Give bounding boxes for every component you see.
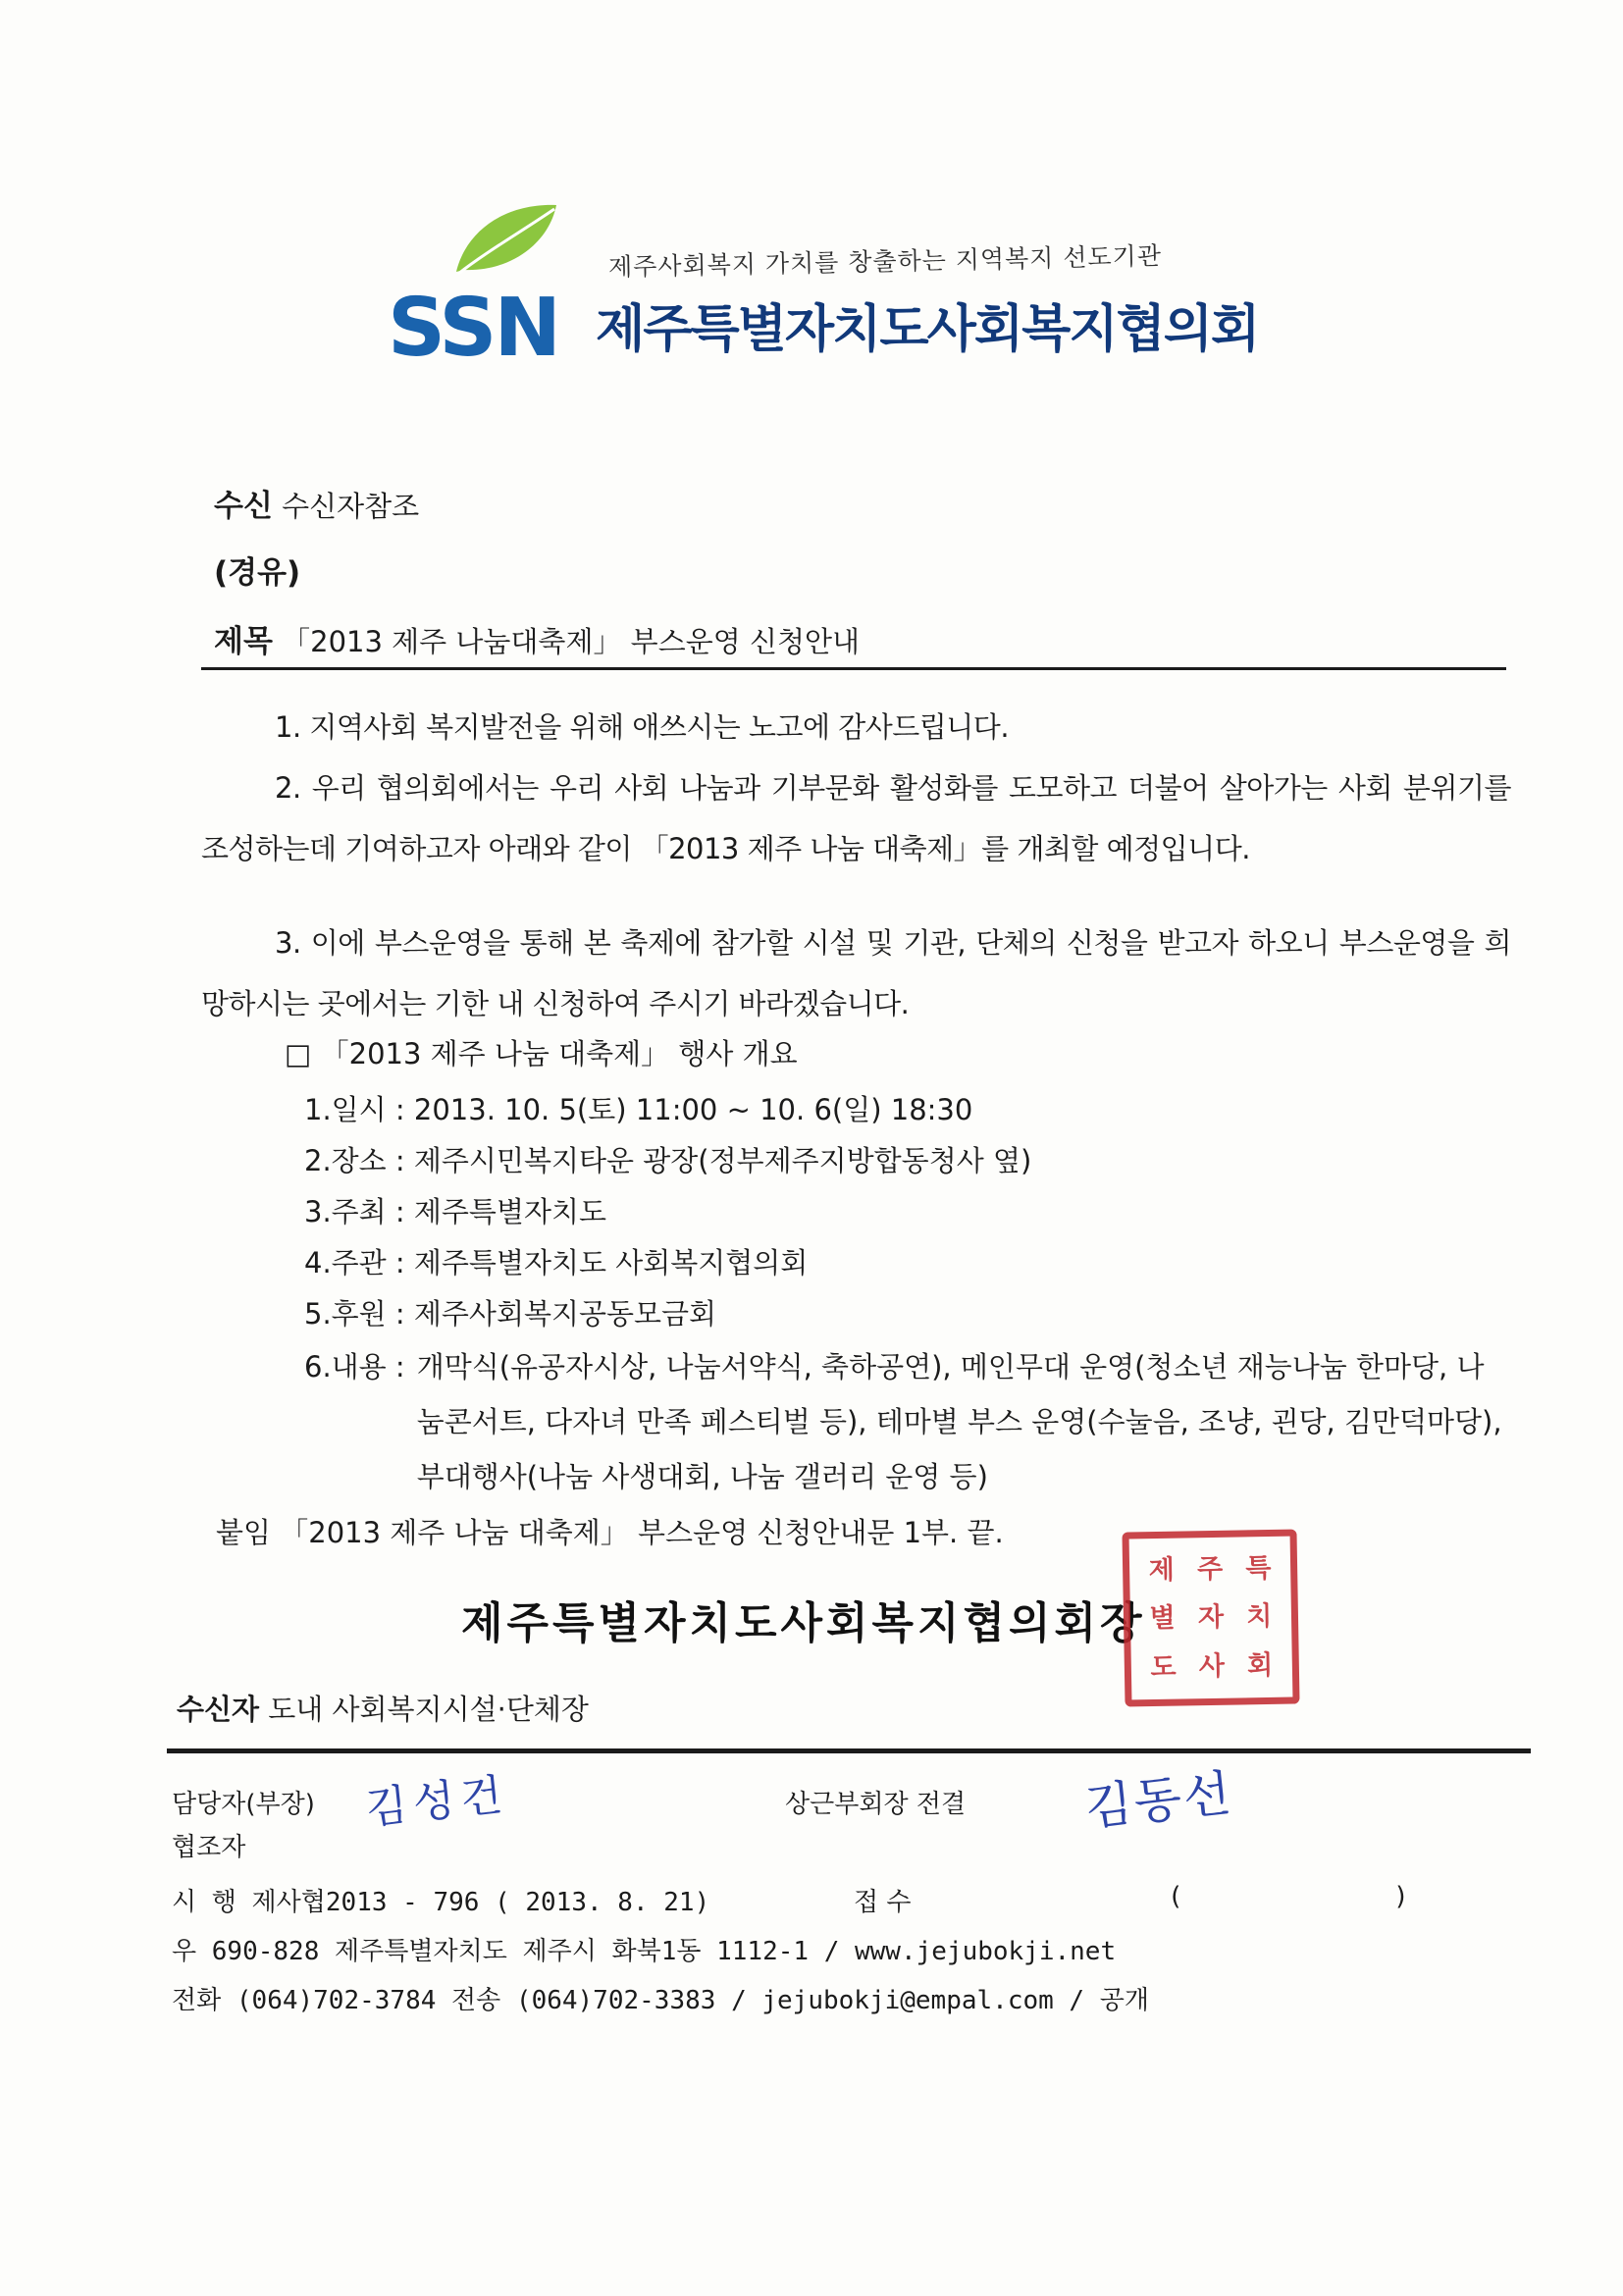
overview-item-4-num: 5.후원 : <box>304 1297 405 1331</box>
footer-address: 우 690-828 제주특별자치도 제주시 화북1동 1112-1 / www.jejubokji.net <box>172 1937 1117 1966</box>
list-item <box>304 1135 1511 1186</box>
list-item <box>304 1288 1511 1339</box>
field-recipient-label: 수신 <box>214 489 273 524</box>
overview-item-2-text: 제주특별자치도 <box>413 1195 607 1228</box>
seal-char-3: 별 <box>1149 1603 1176 1635</box>
list-item <box>304 1339 1511 1504</box>
list-item <box>304 1237 1511 1288</box>
footer-approver: 상근부회장 전결 <box>785 1790 967 1819</box>
overview-heading: □ 「2013 제주 나눔 대축제」 행사 개요 <box>285 1037 798 1070</box>
seal-char-4: 자 <box>1197 1602 1225 1634</box>
seal-char-2: 특 <box>1245 1553 1272 1585</box>
overview-item-3-num: 4.주관 : <box>304 1246 405 1279</box>
field-via: (경유) <box>214 555 301 591</box>
overview-item-0-num: 1.일시 : <box>304 1093 405 1126</box>
seal-char-5: 치 <box>1245 1601 1273 1633</box>
body-paragraph-1: 1. 지역사회 복지발전을 위해 애쓰시는 노고에 감사드립니다. <box>275 710 1010 744</box>
overview-item-5-text: 개막식(유공자시상, 나눔서약식, 축하공연), 메인무대 운영(청소년 재능나눔 한마당, 나눔콘서트, 다자녀 만족 페스티벌 등), 테마별 부스 운영(수눌음, 조냥, 괸당, 김만덕마당), 부대행사(나눔 사생대회, 나눔 갤러리 운영 등) <box>416 1350 1502 1493</box>
body-paragraph-2: 2. 우리 협의회에서는 우리 사회 나눔과 기부문화 활성화를 도모하고 더불어 살아가는 사회 분위기를 조성하는데 기여하고자 아래와 같이 「2013 제주 나눔 대축제」를 개최할 예정입니다. <box>201 771 1511 865</box>
body-paragraph-3: 3. 이에 부스운영을 통해 본 축제에 참가할 시설 및 기관, 단체의 신청을 받고자 하오니 부스운영을 희망하시는 곳에서는 기한 내 신청하여 주시기 바라겠습니다. <box>201 926 1511 1020</box>
attachment-note: 붙임 「2013 제주 나눔 대축제」 부스운영 신청안내문 1부. 끝. <box>216 1516 1004 1549</box>
signature-line: 제주특별자치도사회복지협의회장 <box>461 1598 1146 1648</box>
letterhead-tagline: 제주사회복지 가치를 창출하는 지역복지 선도기관 <box>607 241 1163 282</box>
footer-receipt-label: 접 수 <box>854 1888 912 1917</box>
field-recipient <box>214 481 419 525</box>
overview-item-0-text: 2013. 10. 5(토) 11:00 ~ 10. 6(일) 18:30 <box>413 1093 973 1126</box>
overview-item-4-text: 제주사회복지공동모금회 <box>413 1297 717 1331</box>
overview-item-5-num: 6.내용 : <box>304 1350 405 1383</box>
logo-acronym: SSN <box>388 282 559 375</box>
footer-issue-number: 시 행 제사협2013 - 796 ( 2013. 8. 21) <box>172 1888 710 1917</box>
seal-char-7: 사 <box>1198 1650 1226 1683</box>
footer-cooperator: 협조자 <box>172 1833 246 1862</box>
leaf-icon <box>446 201 564 280</box>
recipient-line <box>177 1688 589 1728</box>
list-item <box>304 1186 1511 1237</box>
field-subject <box>214 616 860 660</box>
footer-receipt-paren-close: ) <box>1393 1882 1409 1911</box>
field-recipient-value: 수신자참조 <box>282 490 420 523</box>
header-divider <box>201 667 1506 670</box>
seal-char-6: 도 <box>1150 1651 1177 1683</box>
seal-char-0: 제 <box>1148 1554 1176 1587</box>
footer-divider <box>167 1748 1531 1753</box>
seal-char-8: 회 <box>1246 1649 1274 1682</box>
handwritten-signature-officer: 김성건 <box>363 1769 511 1835</box>
footer-contact: 전화 (064)702-3784 전송 (064)702-3383 / jejubokji@empal.com / 공개 <box>172 1986 1149 2015</box>
overview-item-1-num: 2.장소 : <box>304 1144 405 1177</box>
recipient-label: 수신자 <box>177 1693 260 1726</box>
letterhead <box>388 241 1271 388</box>
recipient-value: 도내 사회복지시설·단체장 <box>268 1693 589 1726</box>
field-subject-label: 제목 <box>214 624 273 659</box>
field-subject-value: 「2013 제주 나눔대축제」 부스운영 신청안내 <box>282 625 861 658</box>
overview-item-2-num: 3.주최 : <box>304 1195 405 1228</box>
handwritten-signature-approver: 김동선 <box>1081 1764 1235 1837</box>
list-item <box>304 1084 1511 1135</box>
seal-char-1: 주 <box>1196 1553 1224 1586</box>
overview-list <box>304 1084 1511 1504</box>
organization-name: 제주특별자치도사회복지협의회 <box>596 300 1259 359</box>
footer-receipt-paren-open: ( <box>1168 1882 1183 1911</box>
footer-officer: 담당자(부장) <box>172 1790 315 1819</box>
official-seal <box>1122 1529 1299 1706</box>
overview-item-3-text: 제주특별자치도 사회복지협의회 <box>413 1246 809 1279</box>
overview-item-1-text: 제주시민복지타운 광장(정부제주지방합동청사 옆) <box>413 1144 1032 1177</box>
